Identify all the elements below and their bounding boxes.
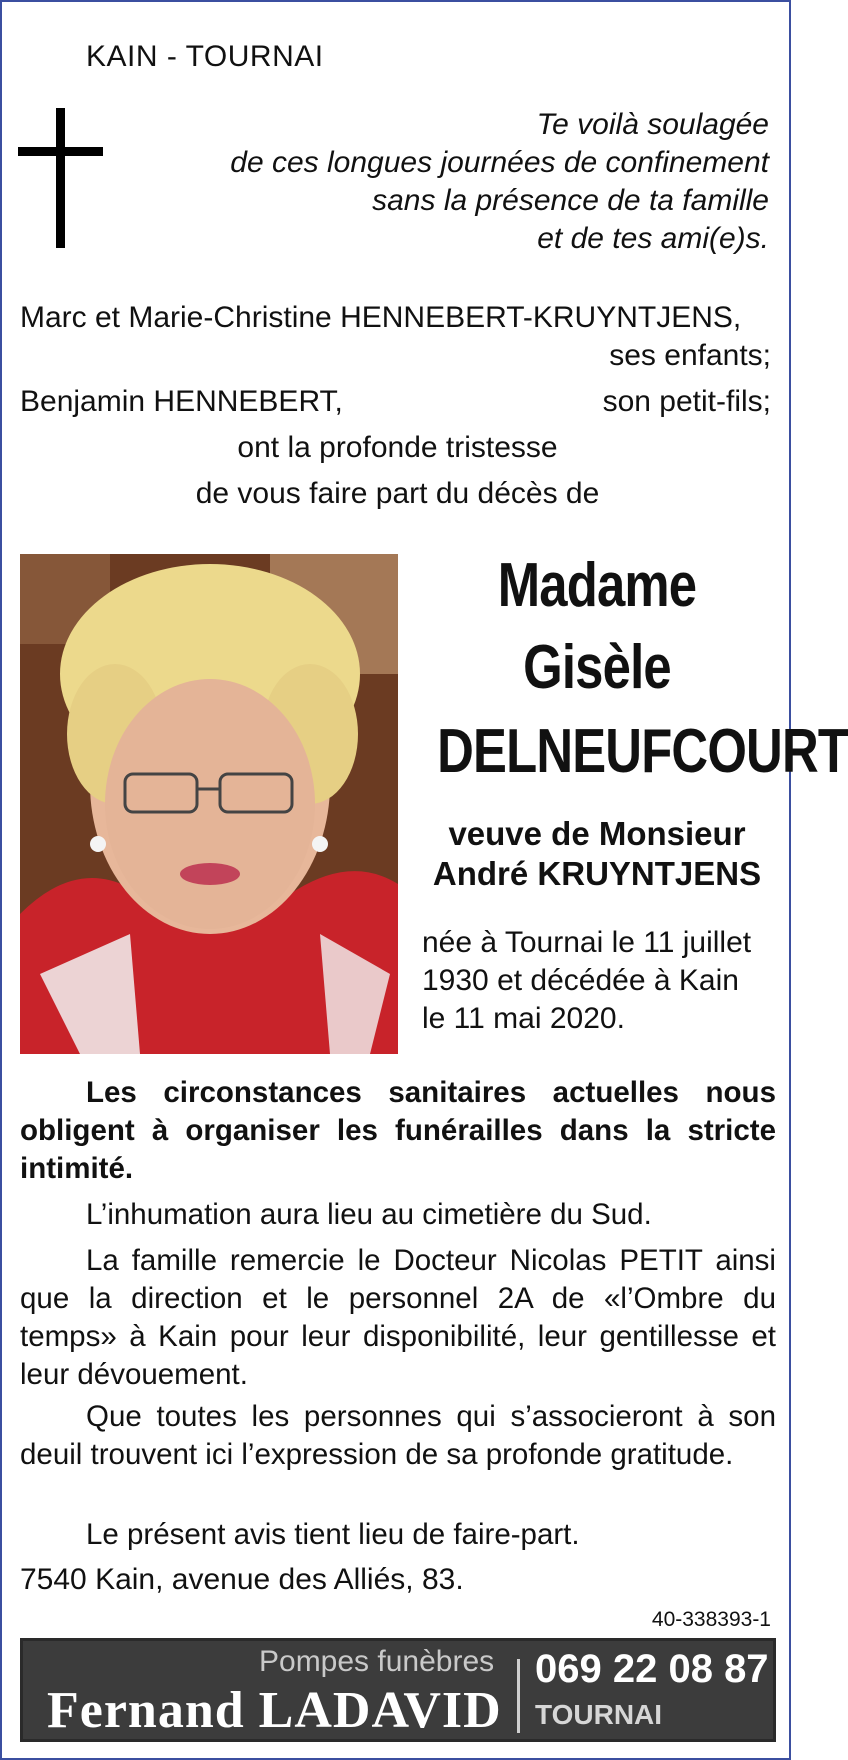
widow-info [402,814,792,894]
divider [517,1659,520,1733]
birth-death-line: le 11 mai 2020. [422,1002,625,1035]
address: 7540 Kain, avenue des Alliés, 83. [20,1563,464,1596]
family-grandson-role: son petit-fils; [602,385,771,418]
location-header: KAIN - TOURNAI [86,40,324,73]
deceased-first-name-wrap [402,632,792,703]
poem-line: sans la présence de ta famille [372,184,769,217]
family-children: Marc et Marie-Christine HENNEBERT-KRUYNTJENS, [20,301,742,334]
birth-death-info [422,924,774,1038]
portrait-photo [20,554,398,1054]
birth-death-line: née à Tournai le 11 juillet [422,926,752,959]
notice-statement: Le présent avis tient lieu de faire-part. [86,1518,580,1551]
poem-line: Te voilà soulagée [536,108,769,141]
thanks-paragraph: La famille remercie le Docteur Nicolas PETIT ainsi que la direction et le personnel 2A de «l’Ombre du temps» à Kain pour leur disponibilité, leur gentillesse et leur dévouement. [20,1244,776,1391]
widow-line: André KRUYNTJENS [432,855,762,892]
announcement-line: ont la profonde tristesse [237,431,558,464]
family-grandson: Benjamin HENNEBERT, [20,385,343,418]
deceased-first-name: Gisèle [523,633,671,702]
poem-line: et de tes ami(e)s. [537,222,769,255]
deceased-last-name: DELNEUFCOURT [437,717,848,786]
deceased-title: Madame [497,551,697,620]
funeral-home-banner [20,1638,776,1742]
gratitude-paragraph: Que toutes les personnes qui s’associeront à son deuil trouvent ici l’expression de sa profonde gratitude. [20,1400,776,1471]
family-children-role: ses enfants; [609,339,771,372]
deceased-last-name-wrap [402,716,848,787]
funeral-home-city: TOURNAI [535,1699,663,1730]
poem-line: de ces longues journées de confinement [230,146,769,179]
funeral-home-label: Pompes funèbres [259,1645,495,1678]
widow-line: veuve de Monsieur [448,815,746,852]
poem [129,106,769,258]
funeral-home-name: Fernand LADAVID [47,1682,502,1739]
burial-info: L’inhumation aura lieu au cimetière du Sud. [86,1198,652,1231]
reference-number: 40-338393-1 [651,1608,771,1631]
birth-death-line: 1930 et décédée à Kain [422,964,739,997]
deceased-title-wrap [402,550,792,621]
sanitary-notice: Les circonstances sanitaires actuelles nous obligent à organiser les funérailles dans la stricte intimité. [20,1076,776,1185]
phone-number[interactable]: 069 22 08 87 [535,1647,769,1691]
announcement-line: de vous faire part du décès de [195,477,600,510]
